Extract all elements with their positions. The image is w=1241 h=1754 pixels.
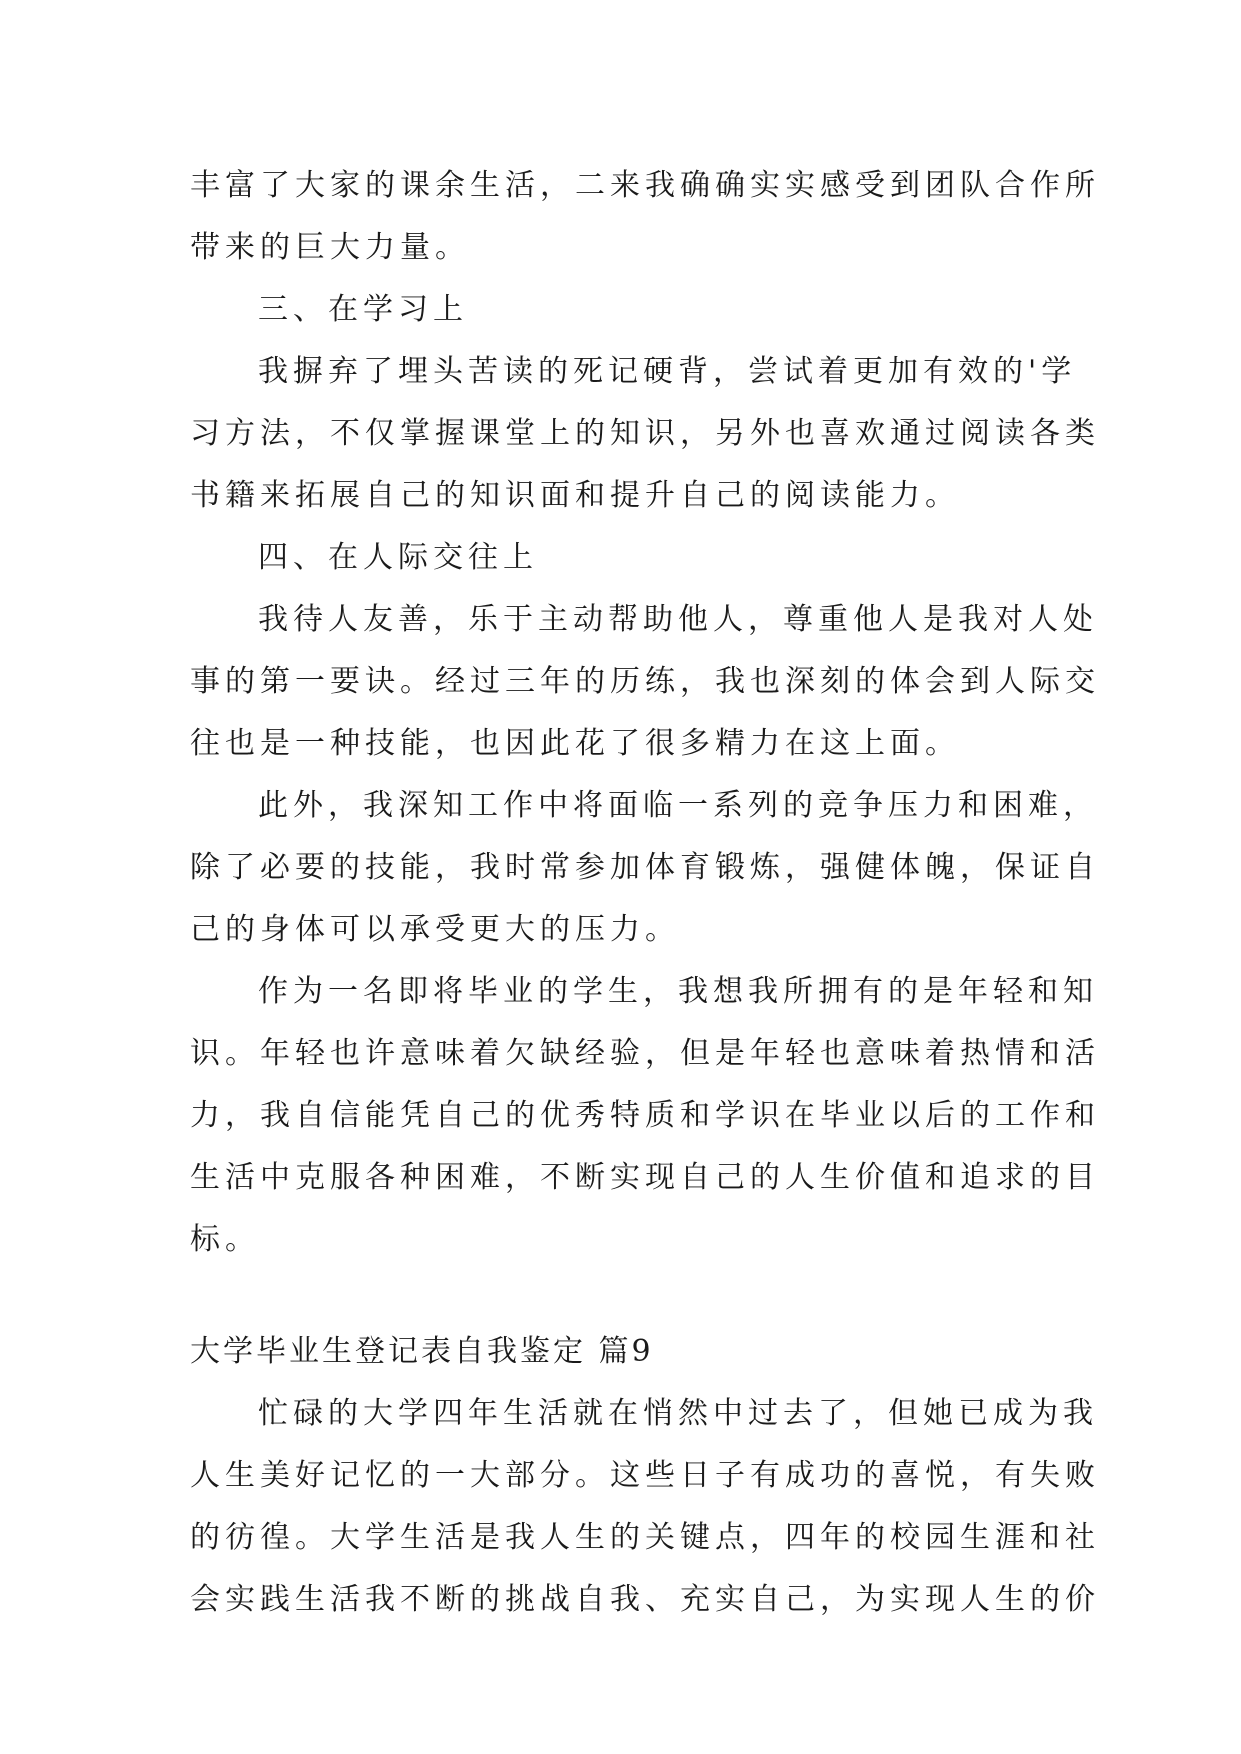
text-line: 往也是一种技能，也因此花了很多精力在这上面。 bbox=[190, 726, 960, 761]
text-line: 标。 bbox=[190, 1222, 260, 1257]
text-line: 事的第一要诀。经过三年的历练，我也深刻的体会到人际交 bbox=[190, 664, 1100, 699]
paragraph-youth bbox=[190, 961, 1100, 1271]
text-line: 力，我自信能凭自己的优秀特质和学识在毕业以后的工作和 bbox=[190, 1098, 1100, 1133]
text-line: 我待人友善，乐于主动帮助他人，尊重他人是我对人处 bbox=[258, 602, 1098, 637]
section-heading-study: 三、在学习上 bbox=[258, 292, 468, 327]
section-heading-interpersonal: 四、在人际交往上 bbox=[258, 540, 538, 575]
article-title: 大学毕业生登记表自我鉴定 篇9 bbox=[190, 1334, 654, 1369]
text-line: 的彷徨。大学生活是我人生的关键点，四年的校园生涯和社 bbox=[190, 1520, 1100, 1555]
section-spacer bbox=[190, 1271, 1090, 1321]
text-line: 己的身体可以承受更大的压力。 bbox=[190, 912, 680, 947]
paragraph-article9-intro bbox=[190, 1383, 1100, 1631]
text-line: 我摒弃了埋头苦读的死记硬背，尝试着更加有效的'学 bbox=[258, 354, 1077, 389]
paragraph-interpersonal bbox=[190, 589, 1100, 775]
text-line: 习方法，不仅掌握课堂上的知识，另外也喜欢通过阅读各类 bbox=[190, 416, 1100, 451]
text-line: 生活中克服各种困难，不断实现自己的人生价值和追求的目 bbox=[190, 1160, 1100, 1195]
text-line: 人生美好记忆的一大部分。这些日子有成功的喜悦，有失败 bbox=[190, 1458, 1100, 1493]
text-line: 识。年轻也许意味着欠缺经验，但是年轻也意味着热情和活 bbox=[190, 1036, 1100, 1071]
document-body bbox=[190, 155, 1100, 1631]
text-line: 丰富了大家的课余生活，二来我确确实实感受到团队合作所 bbox=[190, 168, 1100, 203]
text-line: 书籍来拓展自己的知识面和提升自己的阅读能力。 bbox=[190, 478, 960, 513]
text-line: 带来的巨大力量。 bbox=[190, 230, 470, 265]
text-line: 除了必要的技能，我时常参加体育锻炼，强健体魄，保证自 bbox=[190, 850, 1100, 885]
text-line: 会实践生活我不断的挑战自我、充实自己，为实现人生的价 bbox=[190, 1582, 1100, 1617]
text-line: 忙碌的大学四年生活就在悄然中过去了，但她已成为我 bbox=[258, 1396, 1098, 1431]
paragraph-study bbox=[190, 341, 1100, 527]
paragraph-team-continuation bbox=[190, 155, 1100, 279]
text-line: 此外，我深知工作中将面临一系列的竞争压力和困难， bbox=[258, 788, 1098, 823]
paragraph-health bbox=[190, 775, 1100, 961]
text-line: 作为一名即将毕业的学生，我想我所拥有的是年轻和知 bbox=[258, 974, 1098, 1009]
